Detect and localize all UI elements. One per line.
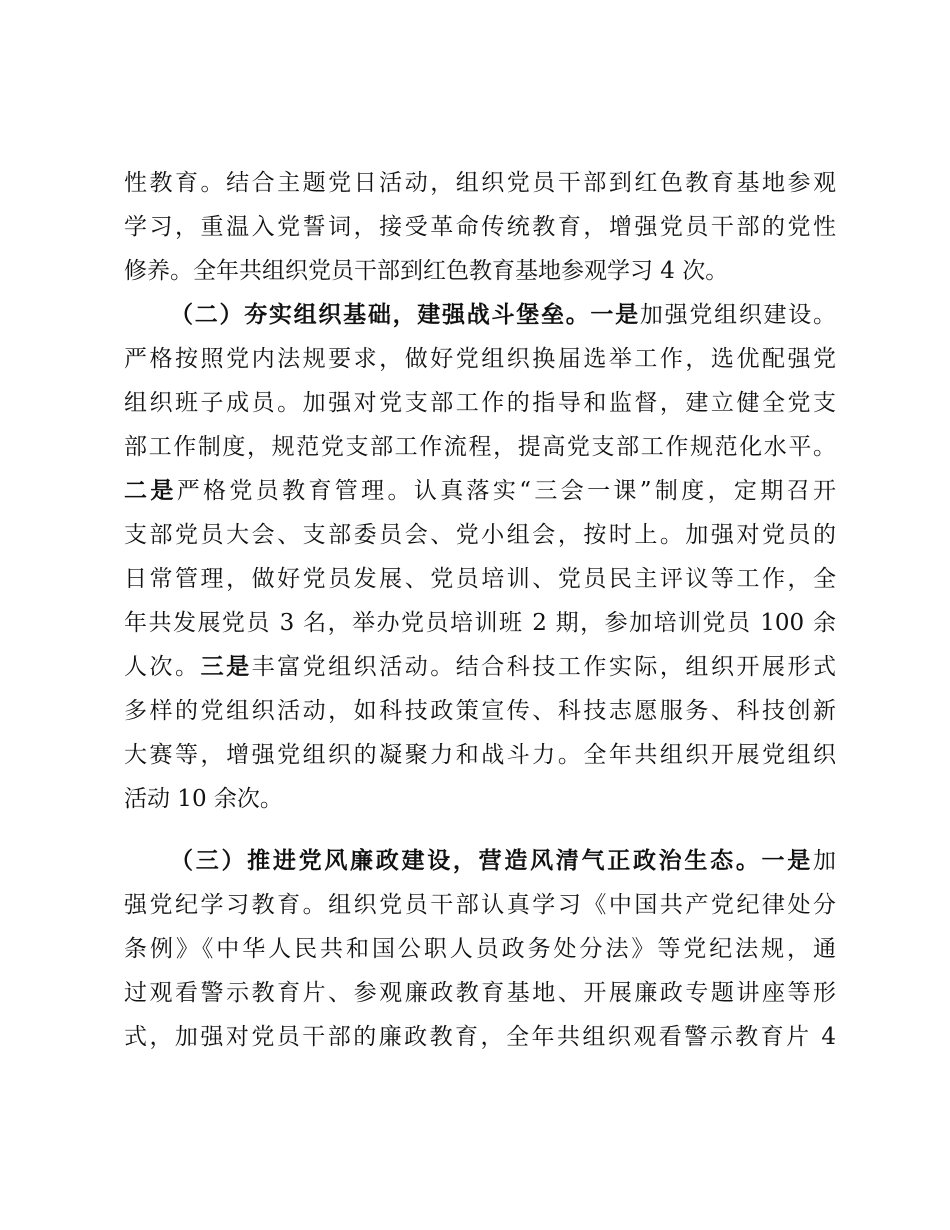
text-line (124, 388, 836, 418)
text-run: 式，加强对党员干部的廉政教育，全年共组织观看警示教育片 4 (124, 1024, 836, 1050)
text-run: 修养。全年共组织党员干部到红色教育基地参观学习 4 次。 (124, 258, 729, 284)
text-run: 加强党组织建设。 (639, 302, 837, 328)
text-line (124, 740, 836, 770)
text-line (124, 212, 836, 242)
text-run: 组织班子成员。加强对党支部工作的指导和监督，建立健全党支 (124, 390, 836, 416)
text-run: 活动 10 余次。 (124, 786, 283, 812)
text-run: 强党纪学习教育。组织党员干部认真学习《中国共产党纪律处分 (124, 892, 836, 918)
text-line (124, 476, 836, 506)
text-line (124, 564, 836, 594)
text-run: 加 (813, 848, 836, 874)
point-marker: 二是 (124, 477, 177, 504)
text-line (124, 652, 836, 682)
text-line (124, 520, 836, 550)
section-heading-line (170, 846, 836, 876)
text-line (124, 890, 836, 920)
text-line (124, 344, 836, 374)
text-line (124, 978, 836, 1008)
text-line (124, 608, 836, 638)
text-line (124, 696, 836, 726)
text-run: 学习，重温入党誓词，接受革命传统教育，增强党员干部的党性 (124, 214, 836, 240)
text-run: 日常管理，做好党员发展、党员培训、党员民主评议等工作，全 (124, 566, 836, 592)
text-run: 支部党员大会、支部委员会、党小组会，按时上。加强对党员的 (124, 522, 836, 548)
point-marker: 三是 (200, 653, 252, 680)
text-line (124, 784, 836, 814)
section-heading-line (170, 300, 836, 330)
text-run: 严格党员教育管理。认真落实“三会一课”制度，定期召开 (176, 478, 836, 504)
text-run: 过观看警示教育片、参观廉政教育基地、开展廉政专题讲座等形 (124, 980, 836, 1006)
text-line (124, 1022, 836, 1052)
text-run: 丰富党组织活动。结合科技工作实际，组织开展形式 (251, 654, 837, 680)
text-line (124, 934, 836, 964)
text-run: 人次。 (124, 654, 201, 680)
section-heading-3: （三）推进党风廉政建设，营造风清气正政治生态。一是 (170, 847, 813, 874)
text-run: 大赛等，增强党组织的凝聚力和战斗力。全年共组织开展党组织 (124, 742, 836, 768)
text-line (124, 168, 836, 198)
text-line (124, 256, 836, 286)
text-run: 年共发展党员 3 名，举办党员培训班 2 期，参加培训党员 100 余 (124, 610, 836, 636)
text-run: 多样的党组织活动，如科技政策宣传、科技志愿服务、科技创新 (124, 698, 836, 724)
section-heading-2: （二）夯实组织基础，建强战斗堡垒。一是 (170, 301, 640, 328)
text-run: 部工作制度，规范党支部工作流程，提高党支部工作规范化水平。 (124, 434, 836, 460)
text-run: 条例》《中华人民共和国公职人员政务处分法》等党纪法规，通 (124, 936, 836, 962)
text-run: 严格按照党内法规要求，做好党组织换届选举工作，选优配强党 (124, 346, 836, 372)
text-line (124, 432, 836, 462)
text-run: 性教育。结合主题党日活动，组织党员干部到红色教育基地参观 (124, 170, 836, 196)
